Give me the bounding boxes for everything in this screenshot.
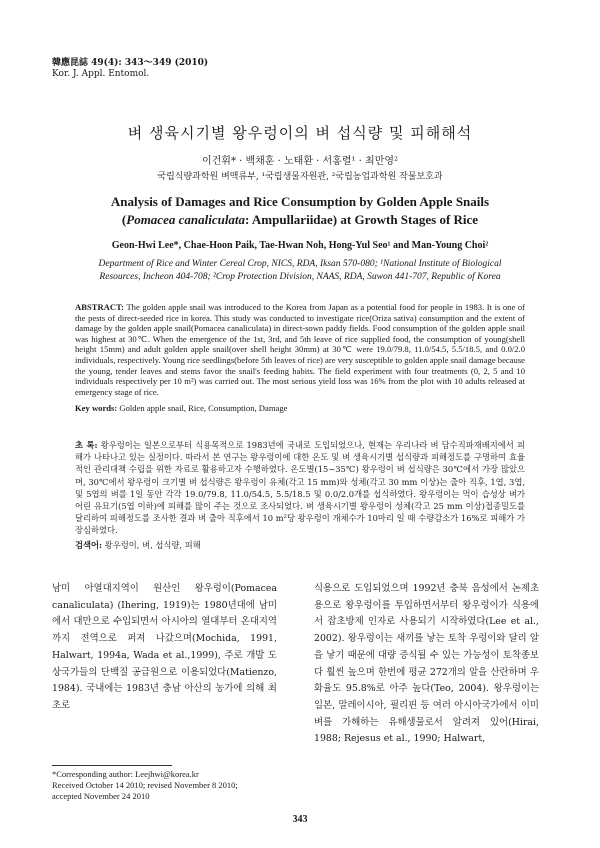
korean-keywords-label: 검색어:: [75, 540, 103, 550]
english-title-line2-rest: : Ampullariidae) at Growth Stages of Rice: [245, 212, 479, 227]
journal-citation: [52, 58, 208, 80]
english-title-line2: (Pomacea canaliculata: Ampullariidae) at Growth Stages of Rice: [121, 212, 479, 227]
page-number: 343: [292, 814, 308, 825]
footnote: [52, 769, 292, 802]
english-affiliations: [75, 258, 525, 283]
keywords-label: Key words:: [75, 403, 118, 413]
korean-summary: [75, 439, 525, 537]
english-affiliation-line1: Department of Rice and Winter Cereal Crop, NICS, RDA, Iksan 570-080; ¹National Institute of Biological: [98, 259, 502, 269]
korean-summary-text: 왕우렁이는 일본으로부터 식용목적으로 1983년에 국내로 도입되었으나, 현재는 우리나라 벼 담수직파재배지에서 피해가 나타나고 있는 실정이다. 따라서 본 연구는 왕우렁이에 대한 온도 및 벼 생육시기별 섭식량과 피해정도를 구명하여 효율적인 관리대책 수립을 위한 자료로 활용하고자 수행하였다. 온도별(15~35℃) 왕우렁이 벼 섭식량은 30℃에서 가장 많았으며, 30℃에서 왕우렁이 크기별 벼 섭식량은 왕우렁이 유체(각고 15 mm)와 성체(각고 30 mm 이상)는 출아 직후, 1엽, 3엽, 및 5엽의 벼를 1일 동안 각각 19.0/79.8, 11.0/54.5, 5.5/18.5 및 0.0/2.0개를 섭식하였다. 왕우렁이는 먹이 습성상 벼가 어린 유묘기(5엽 이하)에 피해를 많이 주는 것으로 조사되었다. 벼 생육시기별 왕우렁이 성체(각고 25 mm 이상)접종밀도를 달리하여 피해정도를 조사한 결과 벼 출아 직후에서 10 m²당 왕우렁이 개체수가 10마리 일 때 수량감소가 16%로 피해가 가장심하였다.: [75, 440, 525, 536]
english-title-line1: Analysis of Damages and Rice Consumption by Golden Apple Snails: [110, 194, 490, 209]
korean-summary-label: 초 록:: [75, 440, 98, 450]
body-column-left: 남미 아열대지역이 원산인 왕우렁이(Pomacea canaliculata) (Ihering, 1919)는 1980년대에 남미에서 대만으로 수입되면서 아시아의 열대부터 온대지역까지 전역으로 퍼져 나갔으며(Mochida, 1991, Halwart, 1994a, Wada et al.,1999), 주로 개발 도상국가들의 단백질 공급원으로 이용되었다(Matienzo, 1984). 국내에는 1983년 충남 아산의 농가에 의해 최초로: [52, 583, 277, 711]
journal-volume-line: 韓應昆誌 49(4): 343～349 (2010): [52, 58, 209, 68]
received-date: Received October 14 2010; revised November 8 2010;: [52, 780, 238, 790]
body-column-right: 식용으로 도입되었으며 1992년 충북 음성에서 논제초용으로 왕우렁이를 투입하면서부터 왕우렁이가 식용에서 잡초방제 인자로 사용되기 시작하였다(Lee et al., 2002). 왕우렁이는 새끼를 낳는 토착 우렁이와 달리 알을 낳기 때문에 대량 증식될 수 있는 가능성이 토착종보다 훨씬 높으며 한번에 평균 272개의 알을 산란하며 우화율도 95.8%로 아주 높다(Teo, 2004). 왕우렁이는 일본, 말레이시아, 필리핀 등 여러 아시아국가에서 이미 벼를 가해하는 유해생물로서 알려져 있어(Hirai, 1988; Rejesus et al., 1990; Halwart,: [314, 583, 539, 745]
english-title: [60, 193, 540, 229]
korean-keywords-text: 왕우렁이, 벼, 섭식량, 피해: [104, 540, 201, 550]
keywords: [75, 403, 525, 414]
english-authors: Geon-Hwi Lee*, Chae-Hoon Paik, Tae-Hwan Noh, Hong-Yul Seo¹ and Man-Young Choi²: [111, 240, 489, 251]
abstract: [75, 302, 525, 397]
korean-title: 벼 생육시기별 왕우렁이의 벼 섭식량 및 피해해석: [127, 124, 473, 142]
accepted-date: accepted November 24 2010: [52, 791, 150, 801]
korean-authors: 이건휘* · 백채훈 · 노태환 · 서홍렬¹ · 최만영²: [201, 156, 399, 167]
abstract-label: ABSTRACT:: [75, 302, 125, 312]
corresponding-author: *Corresponding author: Leejhwi@korea.kr: [52, 769, 199, 779]
korean-keywords: [75, 540, 525, 551]
journal-name-line: Kor. J. Appl. Entomol.: [52, 69, 150, 79]
english-affiliation-line2: Resources, Incheon 404-708; ²Crop Protection Division, NAAS, RDA, Suwon 441-707, Republic of Korea: [99, 271, 501, 282]
korean-affiliations: 국립식량과학원 벼맥류부, ¹국립생물자원관, ²국립농업과학원 작물보호과: [157, 172, 443, 182]
abstract-text: The golden apple snail was introduced to the Korea from Japan as a potential food for people in 1983. It is one of the pests of direct-seeded rice in korea. This study was conducted to investigate rice(Oriza sativa) consumption and the extent of damage by the golden apple snail(Pomacea canaliculata) in direct-sown paddy fields. Food consumption of the golden apple snail was highest at 30℃. When the emergence of the 1st, 3rd, and 5th leave of rice supplied food, the consumption of young(shell height 15mm) and adult golden apple snail(over shell height 30mm) at 30℃ were 19.0/79.8, 11.0/54.5, 5.5/18.5, and 0.0/2.0 individuals, respectively. Young rice seedlings(before 5th leaves of rice) are very susceptible to golden apple snail damage because the young, tender leaves and stems favor the snail's feeding habits. The field experiment with four treatments (0, 2, 5 and 10 individuals respectively per 10 m²) was carried out. The most serious yield loss was 16% from the plot with 10 adults released at emergency stage of rice.: [75, 302, 525, 397]
footnote-divider: [52, 765, 172, 766]
species-name: Pomacea canaliculata: [126, 212, 246, 227]
keywords-text: Golden apple snail, Rice, Consumption, Damage: [119, 403, 288, 413]
